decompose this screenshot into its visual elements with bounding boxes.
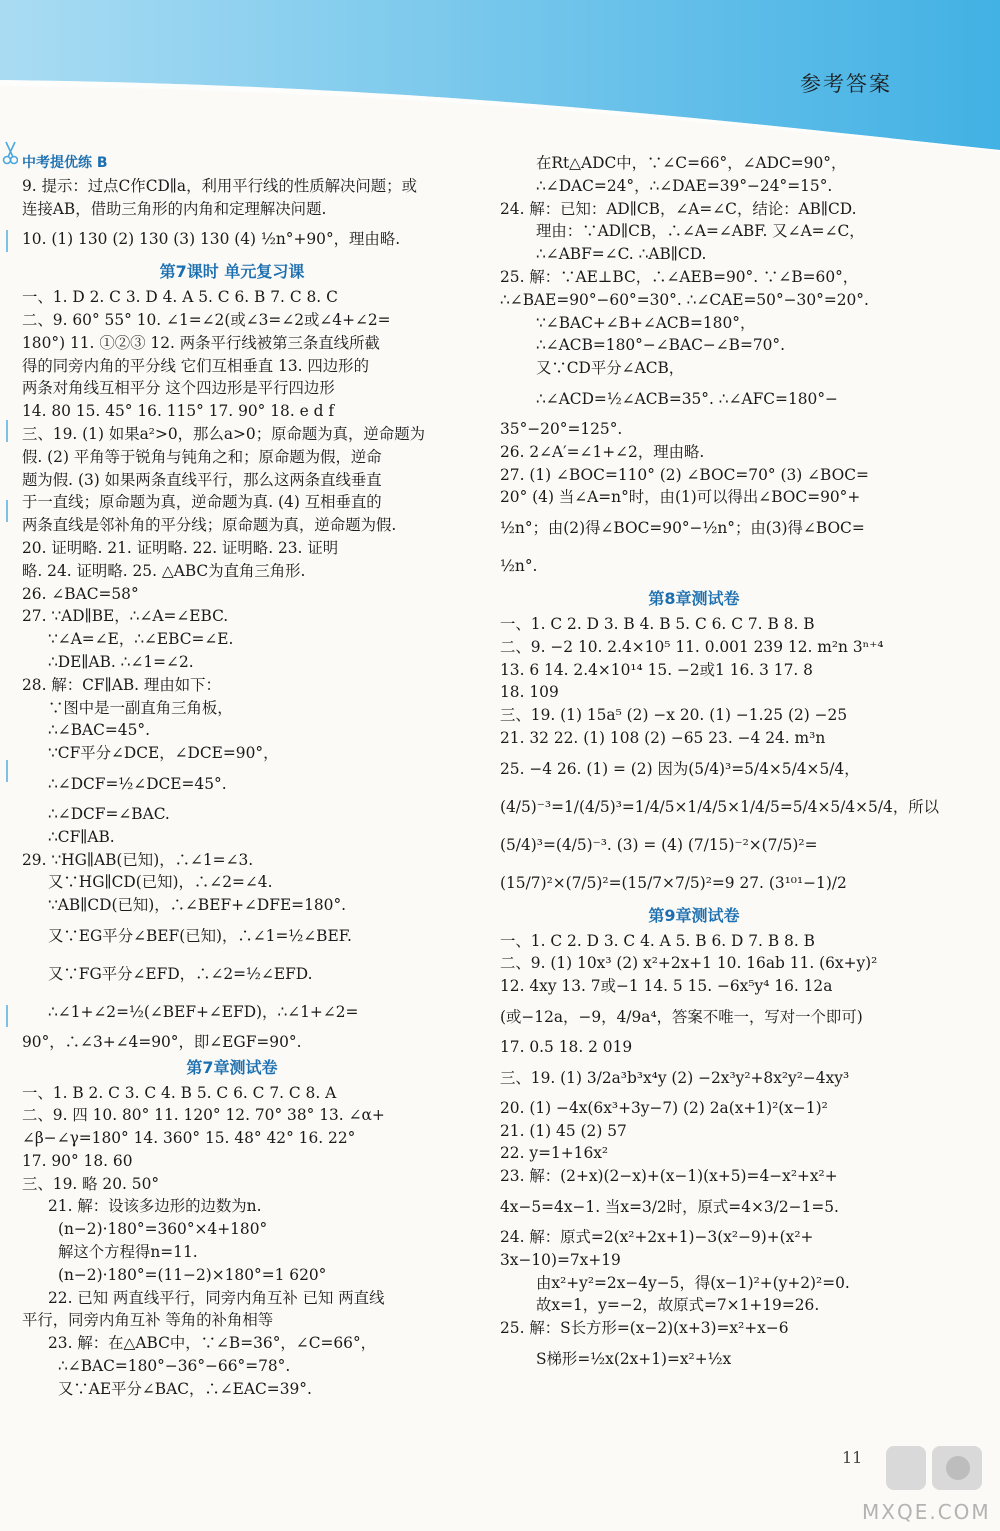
answer-line: 3x−10)=7x+19 <box>500 1250 621 1269</box>
section-title: 第7课时 单元复习课 <box>159 262 305 282</box>
answer-line: 又∵HG∥CD(已知)，∴∠2=∠4. <box>48 873 273 892</box>
answer-line: 180°) 11. ①②③ 12. 两条平行线被第三条直线所截 <box>22 333 380 352</box>
answer-line: 22. y=1+16x² <box>500 1144 609 1163</box>
answer-line: 25. 解：S长方形=(x−2)(x+3)=x²+x−6 <box>500 1319 789 1338</box>
answer-line: 17. 90° 18. 60 <box>22 1151 133 1170</box>
answer-line: 三、19. 略 20. 50° <box>22 1174 160 1193</box>
answer-line: 20. (1) −4x(6x³+3y−7) (2) 2a(x+1)²(x−1)² <box>500 1098 828 1117</box>
answer-line: 略. 24. 证明略. 25. △ABC为直角三角形. <box>22 561 306 580</box>
answer-line: 二、9. −2 10. 2.4×10⁵ 11. 0.001 239 12. m²n 3ⁿ⁺⁴ <box>500 637 884 656</box>
answer-line: ∴DE∥AB. ∴∠1=∠2. <box>48 652 194 671</box>
answer-line: 4x−5=4x−1. 当x=3/2时，原式=4×3/2−1=5. <box>500 1197 839 1216</box>
answer-line: 二、9. (1) 10x³ (2) x²+2x+1 10. 16ab 11. (6x+y)² <box>500 954 878 973</box>
left-answer-column <box>22 152 442 1401</box>
answer-line: 三、19. (1) 3/2a³b³x⁴y (2) −2x³y²+8x²y²−4xy³ <box>500 1068 850 1087</box>
cut-line-mark <box>6 760 8 782</box>
answer-line: 两条直线是邻补角的平分线；原命题为真，逆命题为假. <box>22 516 397 535</box>
answer-line: 一、1. B 2. C 3. C 4. B 5. C 6. C 7. C 8. A <box>22 1083 337 1102</box>
answer-line: 22. 已知 两直线平行，同旁内角互补 已知 两直线 <box>48 1288 385 1307</box>
answer-line: 26. 2∠A′=∠1+∠2，理由略. <box>500 442 705 461</box>
answer-line: 27. ∵AD∥BE，∴∠A=∠EBC. <box>22 607 229 626</box>
answer-line: 理由：∵AD∥CB，∴∠A=∠ABF. 又∠A=∠C， <box>536 222 865 241</box>
answer-line: (n−2)·180°=360°×4+180° <box>58 1220 268 1239</box>
answer-line: 得的同旁内角的平分线 它们互相垂直 13. 四边形的 <box>22 356 369 375</box>
answer-line: 又∵EG平分∠BEF(已知)，∴∠1=½∠BEF. <box>48 926 352 945</box>
answer-line: 由x²+y²=2x−4y−5，得(x−1)²+(y+2)²=0. <box>536 1273 850 1292</box>
answer-line: ∴∠BAC=45°. <box>48 721 150 740</box>
answer-line: 25. 解：∵AE⊥BC，∴∠AEB=90°. ∵∠B=60°， <box>500 267 859 286</box>
answer-line: 23. 解：(2+x)(2−x)+(x−1)(x+5)=4−x²+x²+ <box>500 1167 838 1186</box>
header-title: 参考答案 <box>800 72 892 96</box>
answer-line: 一、1. C 2. D 3. C 4. A 5. B 6. D 7. B 8. B <box>500 931 815 950</box>
answer-line: 平行，同旁内角互补 等角的补角相等 <box>22 1311 274 1330</box>
answer-line: 假. (2) 平角等于锐角与钝角之和；原命题为假，逆命 <box>22 447 382 466</box>
answer-line: 又∵AE平分∠BAC，∴∠EAC=39°. <box>58 1379 312 1398</box>
answer-line: ∴∠DAC=24°，∴∠DAE=39°−24°=15°. <box>536 176 833 195</box>
section-title: 第9章测试卷 <box>648 905 740 925</box>
answer-line: 二、9. 四 10. 80° 11. 120° 12. 70° 38° 13. ∠α+ <box>22 1106 385 1125</box>
answer-line: 三、19. (1) 如果a²>0，那么a>0；原命题为真，逆命题为 <box>22 424 425 443</box>
answer-line: ∴∠ACB=180°−∠BAC−∠B=70°. <box>536 336 786 355</box>
answer-line: S梯形=½x(2x+1)=x²+½x <box>536 1349 732 1368</box>
answer-line: ∵∠A=∠E，∴∠EBC=∠E. <box>48 630 234 649</box>
answer-line: 21. 解：设该多边形的边数为n. <box>48 1197 262 1216</box>
answer-line: 中考提优练 B <box>22 155 108 171</box>
scissors-icon <box>2 140 18 166</box>
answer-line: 20° (4) 当∠A=n°时，由(1)可以得出∠BOC=90°+ <box>500 488 861 507</box>
answer-line: 解这个方程得n=11. <box>58 1243 198 1262</box>
answer-line: (15/7)²×(7/5)²=(15/7×7/5)²=9 27. (3¹⁰¹−1)/2 <box>500 873 847 892</box>
answer-line: 10. (1) 130 (2) 130 (3) 130 (4) ½n°+90°，理由略. <box>22 230 401 249</box>
answer-line: (5/4)³=(4/5)⁻³. (3) = (4) (7/15)⁻²×(7/5)²= <box>500 835 818 854</box>
answer-line: 二、9. 60° 55° 10. ∠1=∠2(或∠3=∠2或∠4+∠2= <box>22 310 391 329</box>
answer-line: ∵图中是一副直角三角板， <box>48 698 233 717</box>
answer-line: 13. 6 14. 2.4×10¹⁴ 15. −2或1 16. 3 17. 8 <box>500 660 813 679</box>
cut-line-mark <box>6 1005 8 1027</box>
right-answer-column <box>500 152 939 1378</box>
answer-line: ½n°. <box>500 557 538 576</box>
answer-line: 28. 解：CF∥AB. 理由如下： <box>22 675 221 694</box>
cut-line-mark <box>6 500 8 522</box>
section-title: 第8章测试卷 <box>648 589 740 609</box>
answer-line: ½n°；由(2)得∠BOC=90°−½n°；由(3)得∠BOC= <box>500 519 865 538</box>
answer-line: 20. 证明略. 21. 证明略. 22. 证明略. 23. 证明 <box>22 538 339 557</box>
answer-line: 两条对角线互相平分 这个四边形是平行四边形 <box>22 379 335 398</box>
cut-line-mark <box>6 230 8 252</box>
watermark-text: MXQE.COM <box>862 1500 991 1524</box>
answer-line: 9. 提示：过点C作CD∥a，利用平行线的性质解决问题；或 <box>22 176 417 195</box>
answer-line: 于一直线；原命题为真，逆命题为真. (4) 互相垂直的 <box>22 493 382 512</box>
answer-line: 26. ∠BAC=58° <box>22 584 139 603</box>
answer-line: (4/5)⁻³=1/(4/5)³=1/4/5×1/4/5×1/4/5=5/4×5/4×5/4，所以 <box>500 797 939 816</box>
answer-line: 90°，∴∠3+∠4=90°，即∠EGF=90°. <box>22 1032 302 1051</box>
answer-line: 25. −4 26. (1) = (2) 因为(5/4)³=5/4×5/4×5/4， <box>500 759 860 778</box>
answer-line: ∵AB∥CD(已知)，∴∠BEF+∠DFE=180°. <box>48 896 347 915</box>
answer-line: (n−2)·180°=(11−2)×180°=1 620° <box>58 1265 327 1284</box>
answer-line: ∴∠ABF=∠C. ∴AB∥CD. <box>536 245 707 264</box>
answer-line: ∴∠DCF=½∠DCE=45°. <box>48 774 227 793</box>
answer-line: ∴∠DCF=∠BAC. <box>48 804 170 823</box>
answer-line: 24. 解：已知：AD∥CB，∠A=∠C，结论：AB∥CD. <box>500 199 857 218</box>
page-number: 11 <box>842 1448 863 1467</box>
answer-line: 一、1. C 2. D 3. B 4. B 5. C 6. C 7. B 8. B <box>500 614 815 633</box>
answer-line: 27. (1) ∠BOC=110° (2) ∠BOC=70° (3) ∠BOC= <box>500 465 869 484</box>
answer-line: 题为假. (3) 如果两条直线平行，那么这两条直线垂直 <box>22 470 382 489</box>
answer-line: 21. 32 22. (1) 108 (2) −65 23. −4 24. m³n <box>500 728 826 747</box>
answer-line: 23. 解：在△ABC中，∵∠B=36°，∠C=66°， <box>48 1334 377 1353</box>
answer-line: 故x=1，y=−2，故原式=7×1+19=26. <box>536 1296 820 1315</box>
answer-line: ∵CF平分∠DCE，∠DCE=90°， <box>48 744 279 763</box>
answer-line: 35°−20°=125°. <box>500 419 623 438</box>
answer-line: 14. 80 15. 45° 16. 115° 17. 90° 18. e d f <box>22 402 335 421</box>
answer-line: 三、19. (1) 15a⁵ (2) −x 20. (1) −1.25 (2) −25 <box>500 706 848 725</box>
answer-line: 一、1. D 2. C 3. D 4. A 5. C 6. B 7. C 8. C <box>22 288 338 307</box>
answer-line: 连接AB，借助三角形的内角和定理解决问题. <box>22 199 327 218</box>
answer-line: ∴∠BAE=90°−60°=30°. ∴∠CAE=50°−30°=20°. <box>500 290 869 309</box>
answer-line: ∴CF∥AB. <box>48 827 115 846</box>
cut-line-mark <box>6 420 8 442</box>
answer-line: ∵∠BAC+∠B+∠ACB=180°， <box>536 313 756 332</box>
answer-line: ∴∠1+∠2=½(∠BEF+∠EFD)，∴∠1+∠2= <box>48 1002 359 1021</box>
section-title: 第7章测试卷 <box>186 1057 278 1077</box>
answer-line: 29. ∵HG∥AB(已知)，∴∠1=∠3. <box>22 850 254 869</box>
answer-line: 24. 解：原式=2(x²+2x+1)−3(x²−9)+(x²+ <box>500 1227 814 1246</box>
answer-line: (或−12a，−9，4/9a⁴，答案不唯一，写对一个即可) <box>500 1007 863 1026</box>
answer-line: 18. 109 <box>500 683 559 702</box>
answer-line: ∠β−∠γ=180° 14. 360° 15. 48° 42° 16. 22° <box>22 1129 356 1148</box>
answer-line: 又∵FG平分∠EFD，∴∠2=½∠EFD. <box>48 964 313 983</box>
answer-line: 12. 4xy 13. 7或−1 14. 5 15. −6x⁵y⁴ 16. 12a <box>500 977 833 996</box>
answer-line: 17. 0.5 18. 2 019 <box>500 1037 633 1056</box>
answer-line: ∴∠ACD=½∠ACB=35°. ∴∠AFC=180°− <box>536 389 838 408</box>
answer-line: 21. (1) 45 (2) 57 <box>500 1121 627 1140</box>
answer-line: 在Rt△ADC中，∵∠C=66°，∠ADC=90°， <box>536 154 847 172</box>
answer-line: ∴∠BAC=180°−36°−66°=78°. <box>58 1357 291 1376</box>
answer-line: 又∵CD平分∠ACB， <box>536 359 685 378</box>
